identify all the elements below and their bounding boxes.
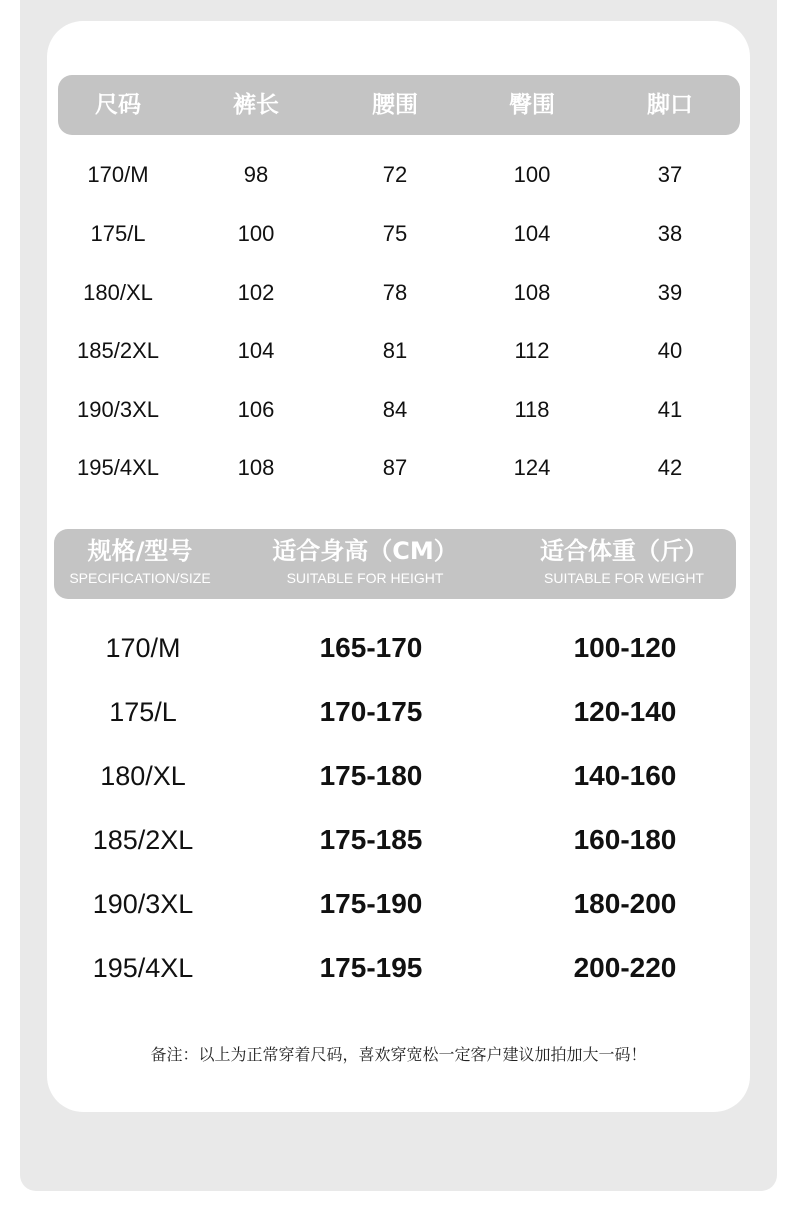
measurement-table-header xyxy=(58,75,740,135)
cell-leg-opening: 41 xyxy=(657,397,683,422)
cell-waist: 75 xyxy=(382,221,408,246)
cell-weight: 160-180 xyxy=(573,824,677,855)
cell-weight: 200-220 xyxy=(573,952,677,983)
cell-size: 180/XL xyxy=(83,280,153,305)
header-leg-opening: 脚口 xyxy=(647,92,693,118)
cell-leg-opening: 40 xyxy=(657,338,683,363)
measurement-row xyxy=(0,155,790,195)
measurement-row xyxy=(0,273,790,313)
cell-waist: 84 xyxy=(382,397,408,422)
header-height-cn: 适合身高（CM） xyxy=(272,537,458,565)
cell-waist: 72 xyxy=(382,162,408,187)
header-weight-en: SUITABLE FOR WEIGHT xyxy=(544,570,704,586)
cell-weight: 120-140 xyxy=(573,696,677,727)
fit-row xyxy=(0,689,790,735)
measurement-row xyxy=(0,448,790,488)
fit-table-header xyxy=(54,529,736,599)
cell-leg-opening: 37 xyxy=(657,162,683,187)
cell-size: 175/L xyxy=(109,697,177,727)
cell-pants-length: 104 xyxy=(237,338,275,363)
cell-height: 175-195 xyxy=(319,952,423,983)
cell-weight: 140-160 xyxy=(573,760,677,791)
cell-hip: 104 xyxy=(513,221,551,246)
cell-waist: 81 xyxy=(382,338,408,363)
header-weight-cn: 适合体重（斤） xyxy=(540,537,708,565)
cell-size: 185/2XL xyxy=(77,338,159,363)
header-pants-length: 裤长 xyxy=(233,92,279,118)
header-height xyxy=(245,535,485,589)
fit-row xyxy=(0,753,790,799)
fit-row xyxy=(0,881,790,927)
header-hip: 臀围 xyxy=(509,92,555,118)
cell-size: 170/M xyxy=(87,162,149,187)
cell-size: 190/3XL xyxy=(92,889,194,919)
cell-size: 175/L xyxy=(90,221,146,246)
cell-hip: 118 xyxy=(514,397,550,422)
cell-size: 195/4XL xyxy=(77,455,159,480)
cell-weight: 180-200 xyxy=(573,888,677,919)
measurement-row xyxy=(0,390,790,430)
cell-pants-length: 98 xyxy=(243,162,269,187)
header-specification xyxy=(20,535,260,589)
cell-waist: 87 xyxy=(382,455,408,480)
cell-hip: 112 xyxy=(514,338,550,363)
cell-size: 180/XL xyxy=(100,761,186,791)
cell-size: 190/3XL xyxy=(77,397,159,422)
cell-pants-length: 102 xyxy=(237,280,275,305)
cell-height: 175-180 xyxy=(319,760,423,791)
cell-hip: 124 xyxy=(513,455,551,480)
cell-leg-opening: 42 xyxy=(657,455,683,480)
header-specification-cn: 规格/型号 xyxy=(87,537,193,565)
fit-row xyxy=(0,945,790,991)
fit-row xyxy=(0,817,790,863)
cell-size: 185/2XL xyxy=(92,825,194,855)
cell-height: 170-175 xyxy=(319,696,423,727)
cell-height: 175-185 xyxy=(319,824,423,855)
cell-leg-opening: 38 xyxy=(657,221,683,246)
measurement-row xyxy=(0,331,790,371)
cell-weight: 100-120 xyxy=(573,632,677,663)
fit-row xyxy=(0,625,790,671)
cell-size: 195/4XL xyxy=(92,953,194,983)
size-note: 备注：以上为正常穿着尺码，喜欢穿宽松一定客户建议加拍加大一码！ xyxy=(150,1045,647,1064)
header-size: 尺码 xyxy=(95,92,141,118)
header-specification-en: SPECIFICATION/SIZE xyxy=(69,570,211,586)
header-height-en: SUITABLE FOR HEIGHT xyxy=(286,570,444,586)
cell-size: 170/M xyxy=(105,633,181,663)
measurement-row xyxy=(0,214,790,254)
cell-height: 165-170 xyxy=(319,632,423,663)
cell-pants-length: 106 xyxy=(237,397,275,422)
cell-pants-length: 100 xyxy=(237,221,275,246)
cell-leg-opening: 39 xyxy=(657,280,683,305)
header-waist: 腰围 xyxy=(372,92,418,118)
cell-hip: 100 xyxy=(513,162,551,187)
cell-height: 175-190 xyxy=(319,888,423,919)
cell-hip: 108 xyxy=(513,280,551,305)
cell-waist: 78 xyxy=(382,280,408,305)
cell-pants-length: 108 xyxy=(237,455,275,480)
header-weight xyxy=(504,535,744,589)
